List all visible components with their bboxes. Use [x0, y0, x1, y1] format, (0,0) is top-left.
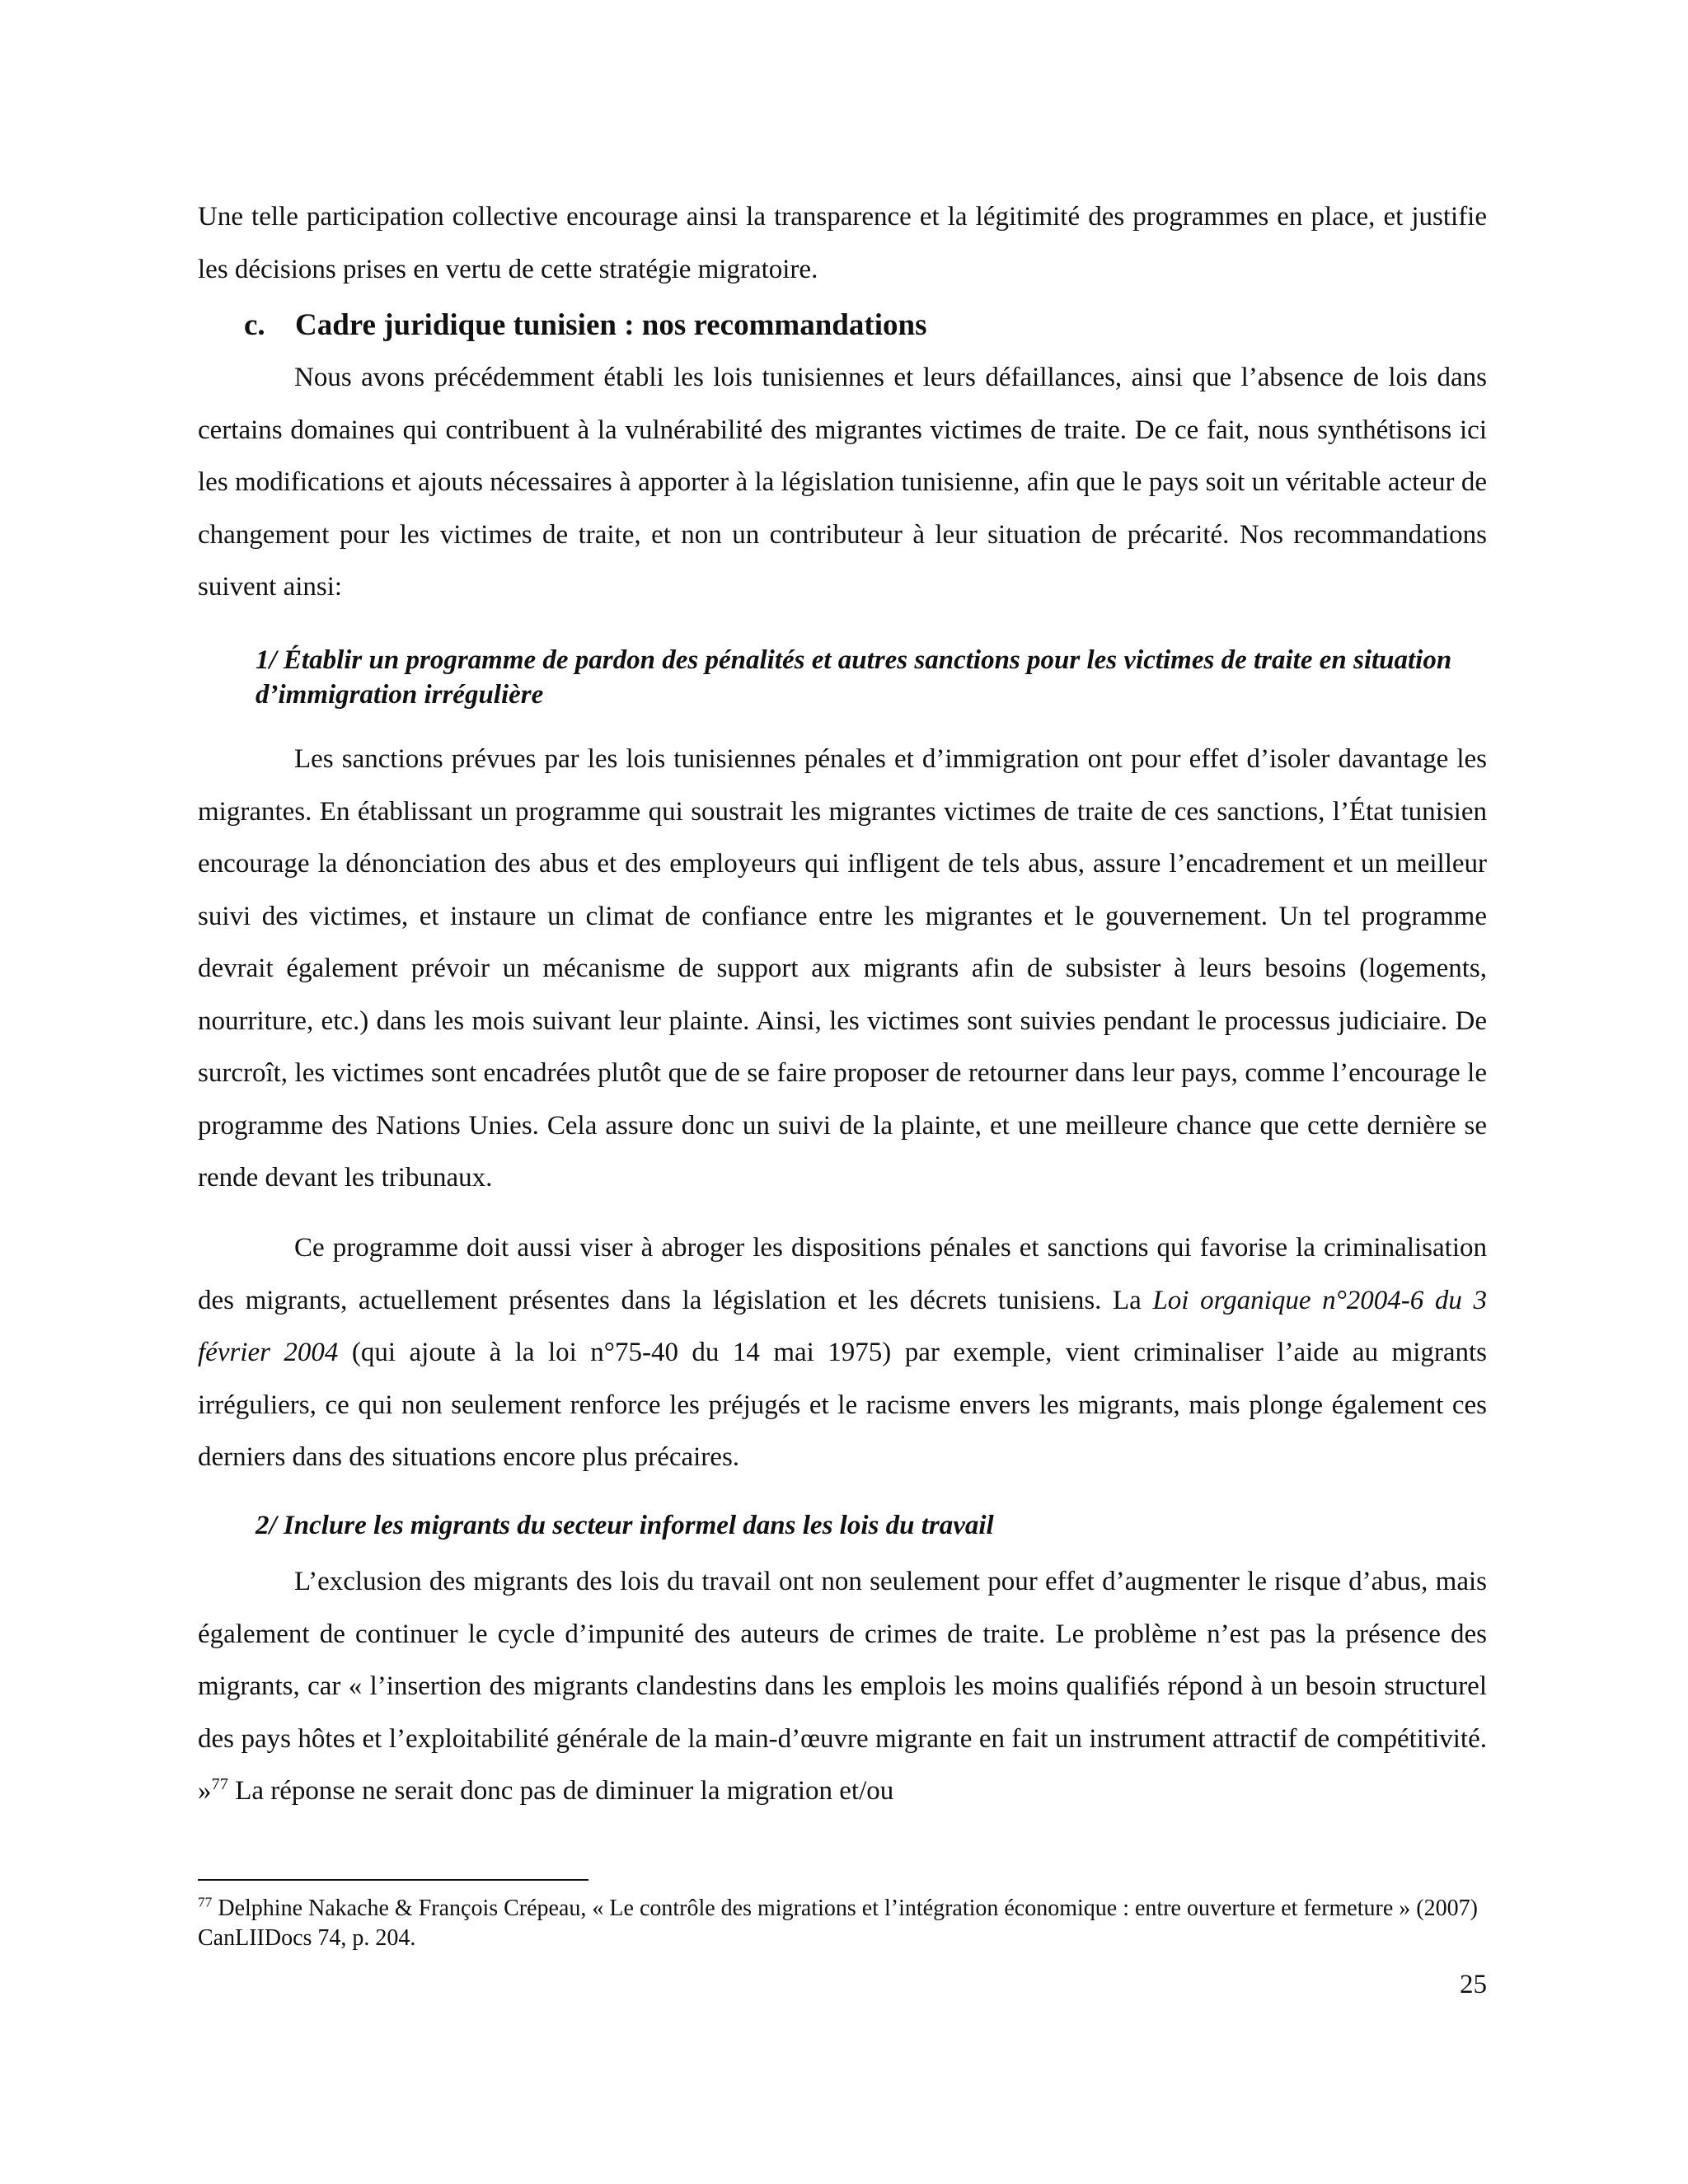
- paragraph-text: La réponse ne serait donc pas de diminuer la migration et/ou: [227, 1776, 894, 1806]
- recommendation-1-body: [198, 733, 1487, 1205]
- recommendation-2-paragraph: [198, 1556, 1487, 1818]
- recommendation-1-body-2: [198, 1222, 1487, 1484]
- law-citation: Loi organique n°2004-6 du 3 février 2004: [198, 1285, 1487, 1367]
- recommendation-1-paragraph-1: Les sanctions prévues par les lois tunisiennes pénales et d’immigration ont pour effet d’isoler davantage les migrantes. En établissant un programme qui soustrait les migrantes victimes de traite de ces sanctions, l’État tunisien encourage la dénonciation des abus et des employeurs qui infligent de tels abus, assure l’encadrement et un meilleur suivi des victimes, et instaure un climat de confiance entre les migrantes et le gouvernement. Un tel programme devrait également prévoir un mécanisme de support aux migrants afin de subsister à leurs besoins (logements, nourriture, etc.) dans les mois suivant leur plainte. Ainsi, les victimes sont suivies pendant le processus judiciaire. De surcroît, les victimes sont encadrées plutôt que de se faire proposer de retourner dans leur pays, comme l’encourage le programme des Nations Unies. Cela assure donc un suivi de la plainte, et une meilleure chance que cette dernière se rende devant les tribunaux.: [198, 744, 1487, 1193]
- section-heading: [244, 305, 926, 346]
- intro-paragraph-block: [198, 191, 1487, 296]
- paragraph-text: Ce programme doit aussi viser à abroger les dispositions pénales et sanctions qui favorise la criminalisation des migrants, actuellement présentes dans la législation et les décrets tunisiens. La: [198, 1233, 1487, 1315]
- recommendation-2-body: [198, 1556, 1487, 1818]
- recommendation-1-paragraph-2: [198, 1222, 1487, 1484]
- section-title: Cadre juridique tunisien : nos recommandations: [295, 308, 927, 342]
- paragraph-text: (qui ajoute à la loi n°75-40 du 14 mai 1975) par exemple, vient criminaliser l’aide au migrants irréguliers, ce qui non seulement renforce les préjugés et le racisme envers les migrants, mais plonge également ces derniers dans des situations encore plus précaires.: [198, 1338, 1488, 1472]
- intro-paragraph: Une telle participation collective encourage ainsi la transparence et la légitimité des programmes en place, et justifie les décisions prises en vertu de cette stratégie migratoire.: [198, 202, 1487, 284]
- footnote-text: Delphine Nakache & François Crépeau, « Le contrôle des migrations et l’intégration économique : entre ouverture et fermeture » (2007) CanLIIDocs 74, p. 204.: [198, 1896, 1478, 1951]
- footnote-reference: 77: [211, 1775, 228, 1793]
- recommendation-2-heading: 2/ Inclure les migrants du secteur informel dans les lois du travail: [256, 1511, 994, 1540]
- footnote: [198, 1894, 1489, 1953]
- section-number: c.: [244, 308, 265, 342]
- recommendations-intro-block: [198, 352, 1487, 614]
- paragraph-text: L’exclusion des migrants des lois du travail ont non seulement pour effet d’augmenter le risque d’abus, mais également de continuer le cycle d’impunité des auteurs de crimes de traite. Le problème n’est pas la présence des migrants, car « l’insertion des migrants clandestins dans les emplois les moins qualifiés répond à un besoin structurel des pays hôtes et l’exploitabilité générale de la main-d’œuvre migrante en fait un instrument attractif de compétitivité. »: [198, 1567, 1487, 1806]
- page-number: 25: [1460, 1970, 1487, 1999]
- footnote-divider: [198, 1879, 588, 1881]
- recommendations-intro-paragraph: Nous avons précédemment établi les lois tunisiennes et leurs défaillances, ainsi que l’absence de lois dans certains domaines qui contribuent à la vulnérabilité des migrantes victimes de traite. De ce fait, nous synthétisons ici les modifications et ajouts nécessaires à apporter à la législation tunisienne, afin que le pays soit un véritable acteur de changement pour les victimes de traite, et non un contributeur à leur situation de précarité. Nos recommandations suivent ainsi:: [198, 363, 1487, 602]
- footnote-number: 77: [198, 1894, 213, 1910]
- recommendation-1-heading: 1/ Établir un programme de pardon des pénalités et autres sanctions pour les victimes de traite en situation d’immigration irrégulière: [256, 645, 1452, 710]
